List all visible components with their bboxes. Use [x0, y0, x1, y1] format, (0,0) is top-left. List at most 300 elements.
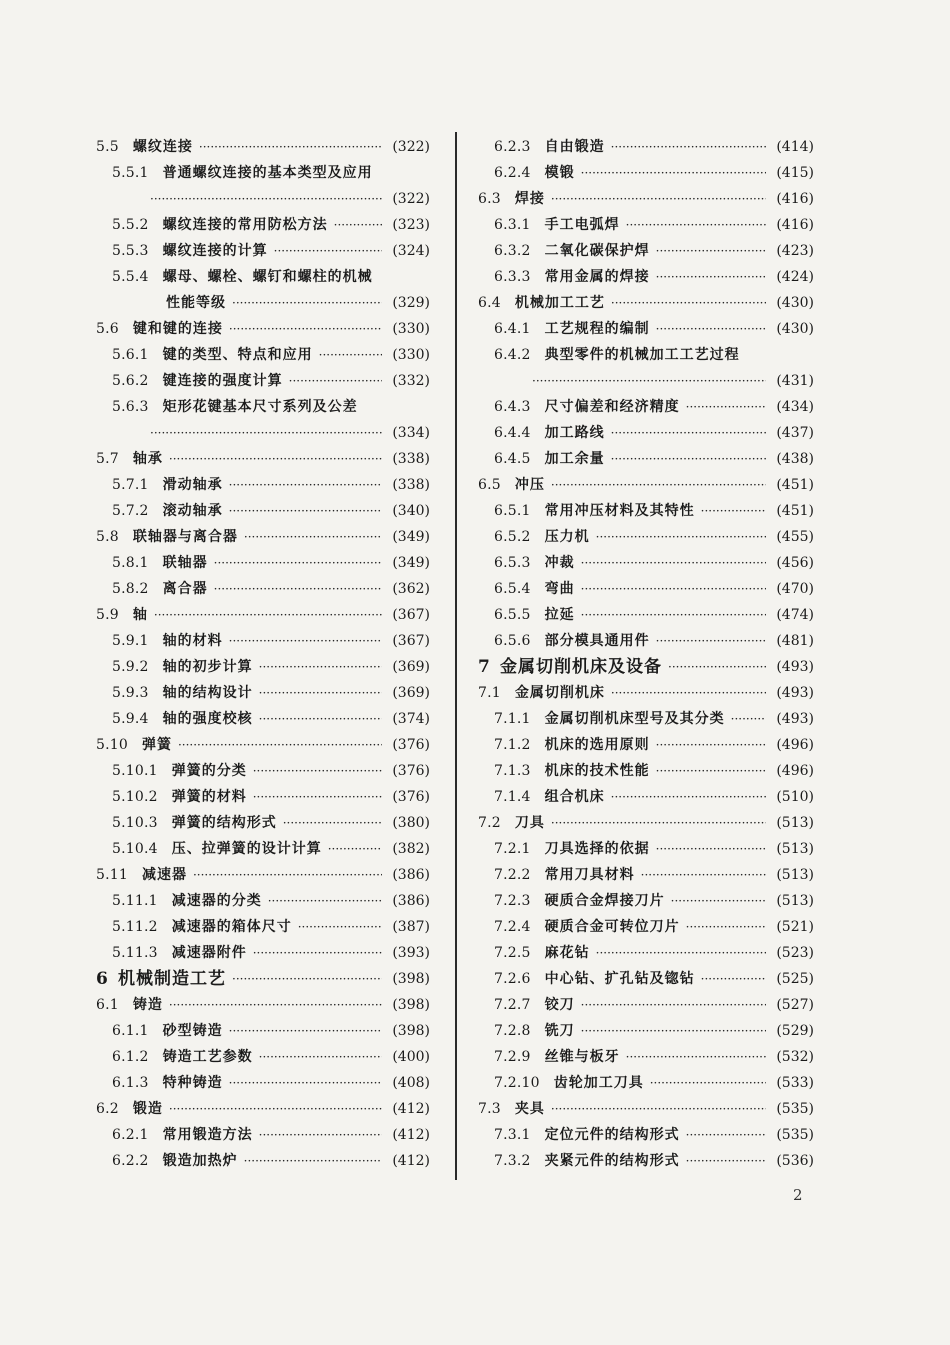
toc-page: (513) — [776, 815, 814, 831]
toc-entry[interactable] — [478, 264, 814, 290]
toc-entry[interactable] — [478, 368, 814, 394]
toc-title: 轴的结构设计 — [162, 685, 253, 701]
toc-entry[interactable] — [96, 446, 430, 472]
toc-entry[interactable] — [96, 472, 430, 498]
toc-entry[interactable] — [96, 524, 430, 550]
toc-number: 5.7.1 — [112, 477, 149, 493]
toc-title: 轴的材料 — [162, 633, 223, 649]
toc-page: (412) — [392, 1153, 430, 1169]
toc-entry[interactable] — [478, 914, 814, 940]
toc-entry[interactable] — [478, 784, 814, 810]
toc-left-column — [96, 134, 430, 1174]
toc-entry[interactable] — [478, 524, 814, 550]
toc-entry[interactable] — [96, 1070, 430, 1096]
toc-title: 硬质合金可转位刀片 — [544, 919, 680, 935]
toc-number: 6.3 — [478, 191, 501, 207]
toc-page: (376) — [392, 789, 430, 805]
toc-entry[interactable] — [96, 342, 430, 368]
leader-dots — [259, 1122, 382, 1148]
toc-title: 工艺规程的编制 — [544, 321, 650, 337]
toc-entry[interactable] — [96, 134, 430, 160]
toc-entry[interactable] — [96, 940, 430, 966]
toc-page: (349) — [392, 555, 430, 571]
toc-page: (330) — [392, 321, 430, 337]
toc-page: (493) — [776, 659, 814, 675]
toc-page: (330) — [392, 347, 430, 363]
toc-page: (430) — [776, 295, 814, 311]
toc-entry[interactable] — [478, 940, 814, 966]
toc-divider — [455, 132, 457, 1180]
leader-dots — [150, 420, 382, 446]
toc-title: 铸造工艺参数 — [162, 1049, 253, 1065]
leader-dots — [656, 316, 766, 342]
toc-page: (481) — [776, 633, 814, 649]
toc-title: 锻造加热炉 — [162, 1153, 238, 1169]
leader-dots — [259, 1044, 382, 1070]
leader-dots — [686, 914, 766, 940]
toc-number: 5.10.2 — [112, 789, 158, 805]
toc-page: (398) — [392, 997, 430, 1013]
toc-entry[interactable] — [96, 186, 430, 212]
toc-number: 6.4.4 — [494, 425, 531, 441]
toc-entry[interactable] — [478, 654, 814, 680]
toc-page: (496) — [776, 763, 814, 779]
toc-title: 夹具 — [514, 1101, 545, 1117]
toc-entry[interactable] — [478, 498, 814, 524]
toc-entry[interactable] — [96, 810, 430, 836]
toc-entry[interactable] — [96, 914, 430, 940]
toc-entry[interactable] — [96, 654, 430, 680]
leader-dots — [214, 576, 382, 602]
toc-entry[interactable] — [478, 160, 814, 186]
toc-number: 7.2.5 — [494, 945, 531, 961]
leader-dots — [686, 1122, 766, 1148]
leader-dots — [229, 316, 382, 342]
toc-page: (400) — [392, 1049, 430, 1065]
toc-page: (349) — [392, 529, 430, 545]
leader-dots — [626, 1044, 766, 1070]
toc-number: 6.1.1 — [112, 1023, 149, 1039]
toc-title: 滑动轴承 — [162, 477, 223, 493]
toc-entry[interactable] — [96, 602, 430, 628]
toc-number: 7.2.2 — [494, 867, 531, 883]
leader-dots — [581, 992, 766, 1018]
page-number: 2 — [793, 1186, 803, 1204]
toc-page: (451) — [776, 503, 814, 519]
toc-entry[interactable] — [478, 1070, 814, 1096]
toc-title: 弹簧的材料 — [171, 789, 247, 805]
toc-entry[interactable] — [96, 264, 430, 290]
toc-page: (470) — [776, 581, 814, 597]
toc-title: 机床的技术性能 — [544, 763, 650, 779]
toc-page: (493) — [776, 711, 814, 727]
toc-entry[interactable] — [96, 238, 430, 264]
toc-number: 7.2.6 — [494, 971, 531, 987]
toc-entry[interactable] — [478, 394, 814, 420]
toc-number: 5.9.3 — [112, 685, 149, 701]
toc-number: 5.7 — [96, 451, 119, 467]
leader-dots — [289, 368, 382, 394]
toc-title: 锻造 — [132, 1101, 163, 1117]
leader-dots — [656, 238, 766, 264]
toc-entry[interactable] — [96, 784, 430, 810]
toc-entry[interactable] — [96, 420, 430, 446]
leader-dots — [298, 914, 382, 940]
toc-number: 6.1 — [96, 997, 119, 1013]
toc-entry[interactable] — [478, 628, 814, 654]
toc-page: (412) — [392, 1101, 430, 1117]
toc-entry[interactable] — [96, 1018, 430, 1044]
toc-title: 齿轮加工刀具 — [553, 1075, 644, 1091]
leader-dots — [611, 784, 766, 810]
leader-dots — [283, 810, 382, 836]
toc-number: 6.5.4 — [494, 581, 531, 597]
toc-entry[interactable] — [478, 888, 814, 914]
toc-page: (523) — [776, 945, 814, 961]
toc-entry[interactable] — [478, 550, 814, 576]
toc-page: (525) — [776, 971, 814, 987]
toc-page: (474) — [776, 607, 814, 623]
toc-title: 离合器 — [162, 581, 208, 597]
toc-title: 冲压 — [514, 477, 545, 493]
toc-entry[interactable] — [96, 576, 430, 602]
toc-title: 金属切削机床型号及其分类 — [544, 711, 725, 727]
toc-title: 键的类型、特点和应用 — [162, 347, 313, 363]
toc-entry[interactable] — [478, 134, 814, 160]
toc-number: 5.6.1 — [112, 347, 149, 363]
toc-entry[interactable] — [96, 1096, 430, 1122]
toc-page: (382) — [392, 841, 430, 857]
toc-title: 轴承 — [132, 451, 163, 467]
toc-page: (529) — [776, 1023, 814, 1039]
toc-title: 螺纹连接的计算 — [162, 243, 268, 259]
toc-entry[interactable] — [478, 1148, 814, 1174]
toc-number: 6.4.2 — [494, 347, 531, 363]
leader-dots — [686, 1148, 766, 1174]
toc-number: 5.10.1 — [112, 763, 158, 779]
toc-entry[interactable] — [96, 836, 430, 862]
toc-page: (513) — [776, 893, 814, 909]
toc-title: 机床的选用原则 — [544, 737, 650, 753]
toc-number: 5.5 — [96, 139, 119, 155]
toc-entry[interactable] — [96, 1122, 430, 1148]
toc-page: (369) — [392, 659, 430, 675]
leader-dots — [551, 810, 766, 836]
toc-page: (367) — [392, 633, 430, 649]
toc-number: 6.4.5 — [494, 451, 531, 467]
toc-page: (380) — [392, 815, 430, 831]
toc-number: 5.11.1 — [112, 893, 158, 909]
toc-page: (496) — [776, 737, 814, 753]
toc-page: (387) — [392, 919, 430, 935]
toc-entry[interactable] — [96, 160, 430, 186]
toc-title: 压、拉弹簧的设计计算 — [171, 841, 322, 857]
toc-page: (334) — [392, 425, 430, 441]
toc-entry[interactable] — [96, 732, 430, 758]
toc-page: (510) — [776, 789, 814, 805]
toc-page: (324) — [392, 243, 430, 259]
toc-entry[interactable] — [96, 706, 430, 732]
toc-page: (376) — [392, 737, 430, 753]
toc-number: 6.5.1 — [494, 503, 531, 519]
toc-page: (536) — [776, 1153, 814, 1169]
leader-dots — [169, 992, 382, 1018]
toc-entry[interactable] — [96, 862, 430, 888]
toc-number: 5.6.3 — [112, 399, 149, 415]
toc-number: 5.9 — [96, 607, 119, 623]
toc-page: (493) — [776, 685, 814, 701]
toc-page: (424) — [776, 269, 814, 285]
toc-entry[interactable] — [478, 1122, 814, 1148]
toc-title: 减速器的箱体尺寸 — [171, 919, 292, 935]
toc-title: 滚动轴承 — [162, 503, 223, 519]
toc-title: 中心钻、扩孔钻及锪钻 — [544, 971, 695, 987]
toc-entry[interactable] — [96, 992, 430, 1018]
toc-entry[interactable] — [96, 212, 430, 238]
leader-dots — [253, 940, 382, 966]
toc-title: 减速器 — [141, 867, 187, 883]
toc-title: 常用冲压材料及其特性 — [544, 503, 695, 519]
toc-title: 自由锻造 — [544, 139, 605, 155]
toc-entry[interactable] — [96, 966, 430, 992]
toc-title: 丝锥与板牙 — [544, 1049, 620, 1065]
toc-title: 弯曲 — [544, 581, 575, 597]
toc-page: (367) — [392, 607, 430, 623]
toc-entry[interactable] — [96, 1044, 430, 1070]
leader-dots — [581, 576, 766, 602]
toc-entry[interactable] — [478, 602, 814, 628]
leader-dots — [656, 264, 766, 290]
toc-title: 螺纹连接的常用防松方法 — [162, 217, 328, 233]
toc-number: 7.1.2 — [494, 737, 531, 753]
toc-entry[interactable] — [96, 290, 430, 316]
toc-title: 联轴器 — [162, 555, 208, 571]
leader-dots — [169, 1096, 382, 1122]
toc-entry[interactable] — [478, 342, 814, 368]
toc-title: 轴的初步计算 — [162, 659, 253, 675]
toc-page: (362) — [392, 581, 430, 597]
toc-number: 6.5.6 — [494, 633, 531, 649]
toc-number: 7.2.1 — [494, 841, 531, 857]
leader-dots — [229, 498, 382, 524]
toc-page: (437) — [776, 425, 814, 441]
toc-number: 5.10.3 — [112, 815, 158, 831]
leader-dots — [178, 732, 382, 758]
toc-page: (374) — [392, 711, 430, 727]
toc-number: 6.5 — [478, 477, 501, 493]
leader-dots — [641, 862, 766, 888]
leader-dots — [551, 186, 766, 212]
toc-title: 二氧化碳保护焊 — [544, 243, 650, 259]
toc-page: (338) — [392, 477, 430, 493]
toc-entry[interactable] — [478, 732, 814, 758]
toc-page: (532) — [776, 1049, 814, 1065]
toc-page: (527) — [776, 997, 814, 1013]
toc-number: 5.5.3 — [112, 243, 149, 259]
toc-title: 冲裁 — [544, 555, 575, 571]
toc-title: 拉延 — [544, 607, 575, 623]
toc-title: 键连接的强度计算 — [162, 373, 283, 389]
leader-dots — [229, 628, 382, 654]
toc-entry[interactable] — [478, 992, 814, 1018]
toc-title: 定位元件的结构形式 — [544, 1127, 680, 1143]
toc-title: 矩形花键基本尺寸系列及公差 — [162, 399, 358, 415]
toc-page: (521) — [776, 919, 814, 935]
toc-entry[interactable] — [96, 888, 430, 914]
toc-number: 6.2.2 — [112, 1153, 149, 1169]
toc-title: 压力机 — [544, 529, 590, 545]
leader-dots — [626, 212, 766, 238]
toc-title: 弹簧 — [141, 737, 172, 753]
toc-entry[interactable] — [96, 680, 430, 706]
toc-page: (416) — [776, 217, 814, 233]
toc-right-column — [478, 134, 814, 1174]
toc-page: (386) — [392, 867, 430, 883]
toc-entry[interactable] — [478, 472, 814, 498]
toc-title: 常用金属的焊接 — [544, 269, 650, 285]
toc-number: 5.5.2 — [112, 217, 149, 233]
toc-number: 5.10.4 — [112, 841, 158, 857]
leader-dots — [229, 1018, 382, 1044]
toc-number: 5.6 — [96, 321, 119, 337]
toc-title: 弹簧的结构形式 — [171, 815, 277, 831]
toc-title: 金属切削机床 — [514, 685, 605, 701]
toc-title: 尺寸偏差和经济精度 — [544, 399, 680, 415]
toc-page: (340) — [392, 503, 430, 519]
toc-page: (408) — [392, 1075, 430, 1091]
leader-dots — [532, 368, 766, 394]
toc-title: 减速器附件 — [171, 945, 247, 961]
toc-number: 7.2.8 — [494, 1023, 531, 1039]
toc-title: 组合机床 — [544, 789, 605, 805]
toc-title: 常用刀具材料 — [544, 867, 635, 883]
toc-entry[interactable] — [478, 446, 814, 472]
toc-entry[interactable] — [478, 576, 814, 602]
toc-entry[interactable] — [96, 550, 430, 576]
leader-dots — [671, 888, 766, 914]
leader-dots — [656, 836, 766, 862]
toc-entry[interactable] — [96, 498, 430, 524]
toc-entry[interactable] — [478, 186, 814, 212]
toc-entry[interactable] — [96, 394, 430, 420]
toc-entry[interactable] — [478, 420, 814, 446]
toc-title: 金属切削机床及设备 — [500, 657, 663, 677]
toc-entry[interactable] — [478, 810, 814, 836]
toc-title: 铰刀 — [544, 997, 575, 1013]
toc-title: 机械加工工艺 — [514, 295, 605, 311]
toc-page: (332) — [392, 373, 430, 389]
leader-dots — [611, 290, 766, 316]
toc-entry[interactable] — [478, 862, 814, 888]
toc-page: (438) — [776, 451, 814, 467]
toc-number: 5.9.4 — [112, 711, 149, 727]
leader-dots — [253, 758, 382, 784]
toc-page: (431) — [776, 373, 814, 389]
toc-entry[interactable] — [478, 706, 814, 732]
leader-dots — [169, 446, 382, 472]
leader-dots — [259, 680, 382, 706]
toc-entry[interactable] — [478, 1044, 814, 1070]
leader-dots — [551, 472, 766, 498]
toc-title: 铸造 — [132, 997, 163, 1013]
leader-dots — [259, 654, 382, 680]
toc-entry[interactable] — [478, 680, 814, 706]
toc-title: 铣刀 — [544, 1023, 575, 1039]
toc-entry[interactable] — [478, 1096, 814, 1122]
toc-title: 模锻 — [544, 165, 575, 181]
toc-title: 性能等级 — [166, 295, 226, 311]
toc-number: 7.1 — [478, 685, 501, 701]
toc-title: 麻花钻 — [544, 945, 590, 961]
toc-entry[interactable] — [96, 758, 430, 784]
toc-title: 刀具 — [514, 815, 545, 831]
toc-title: 手工电弧焊 — [544, 217, 620, 233]
toc-number: 6.2.4 — [494, 165, 531, 181]
toc-entry[interactable] — [478, 290, 814, 316]
toc-entry[interactable] — [478, 238, 814, 264]
toc-entry[interactable] — [96, 368, 430, 394]
toc-number: 5.5.4 — [112, 269, 149, 285]
toc-number: 5.8.1 — [112, 555, 149, 571]
toc-title: 螺母、螺栓、螺钉和螺柱的机械 — [162, 269, 373, 285]
toc-entry[interactable] — [478, 836, 814, 862]
toc-page: (430) — [776, 321, 814, 337]
toc-entry[interactable] — [478, 966, 814, 992]
toc-title: 常用锻造方法 — [162, 1127, 253, 1143]
toc-number: 5.9.1 — [112, 633, 149, 649]
toc-number: 6.1.3 — [112, 1075, 149, 1091]
leader-dots — [328, 836, 382, 862]
leader-dots — [154, 602, 382, 628]
toc-entry[interactable] — [96, 316, 430, 342]
toc-title: 典型零件的机械加工工艺过程 — [544, 347, 740, 363]
toc-page: (329) — [392, 295, 430, 311]
toc-number: 5.8.2 — [112, 581, 149, 597]
toc-page: (451) — [776, 477, 814, 493]
leader-dots — [193, 862, 382, 888]
toc-number: 6.2.1 — [112, 1127, 149, 1143]
leader-dots — [150, 186, 382, 212]
toc-entry[interactable] — [96, 1148, 430, 1174]
toc-entry[interactable] — [478, 212, 814, 238]
leader-dots — [611, 680, 766, 706]
toc-title: 普通螺纹连接的基本类型及应用 — [162, 165, 373, 181]
toc-number: 7.3.1 — [494, 1127, 531, 1143]
toc-number: 5.11.2 — [112, 919, 158, 935]
toc-number: 5.6.2 — [112, 373, 149, 389]
toc-entry[interactable] — [478, 1018, 814, 1044]
toc-number: 6.4.3 — [494, 399, 531, 415]
toc-page: (322) — [392, 191, 430, 207]
toc-number: 6.4 — [478, 295, 501, 311]
leader-dots — [650, 1070, 766, 1096]
toc-entry[interactable] — [478, 316, 814, 342]
toc-title: 轴的强度校核 — [162, 711, 253, 727]
toc-number: 6.5.3 — [494, 555, 531, 571]
toc-page: (393) — [392, 945, 430, 961]
toc-page: (415) — [776, 165, 814, 181]
toc-number: 7 — [478, 657, 491, 677]
leader-dots — [668, 654, 766, 680]
toc-number: 5.9.2 — [112, 659, 149, 675]
leader-dots — [596, 940, 766, 966]
toc-entry[interactable] — [96, 628, 430, 654]
toc-number: 6.1.2 — [112, 1049, 149, 1065]
toc-entry[interactable] — [478, 758, 814, 784]
leader-dots — [232, 966, 382, 992]
toc-title: 轴 — [132, 607, 148, 623]
leader-dots — [274, 238, 382, 264]
